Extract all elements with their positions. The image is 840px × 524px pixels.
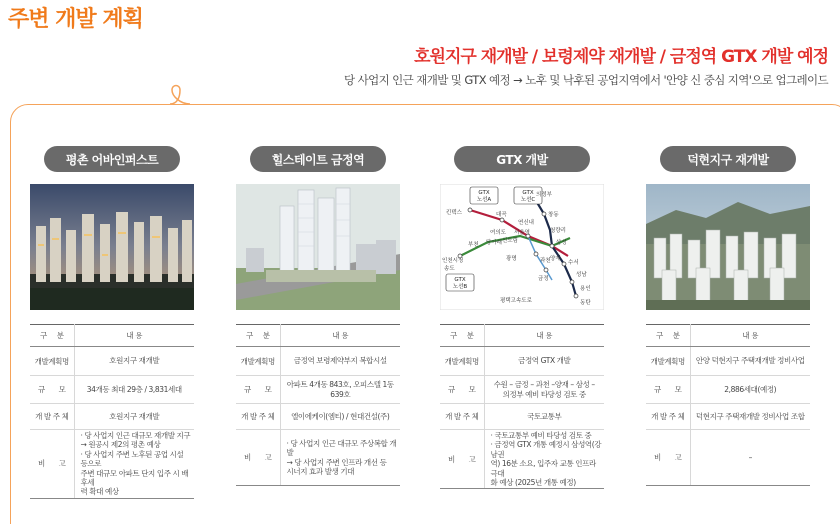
row-value: 덕현지구 주택재개발 정비사업 조합 [690,404,810,430]
row-value: 호원지구 재개발 [74,347,194,376]
row-label: 비 고 [236,430,280,486]
row-value: · 당 사업지 인근 대규모 재개발 지구 → 원공시 제2의 평촌 예상 · 당 사업지 주변 노후된 공업 시설 등으로 주변 대규모 아파트 단지 입주 시 배후세 력 확대 예상 [74,430,194,499]
row-label: 개 발 주 체 [236,404,280,430]
row-label: 개 발 주 체 [440,404,484,430]
station-label: 킨텍스 [446,210,462,216]
station-label: 양재 [550,256,561,262]
row-value: · 당 사업지 인근 대규모 주상복합 개발 → 당 사업지 주변 인프라 개선 등 시너지 효과 발생 기대 [280,430,400,486]
row-label: 개발계획명 [440,347,484,376]
header-label: 구 분 [245,331,270,340]
station-label: 용인 [580,286,591,292]
station-label: 송도 [444,266,455,272]
map-legend-b [446,274,474,291]
row-value: 안양 덕현지구 주택재개발 정비사업 [690,347,810,376]
header-value: 내 용 [74,325,194,347]
station-label: 평택고속도로 [500,298,532,304]
header-label: 구 분 [449,331,474,340]
card-title: 평촌 어바인퍼스트 [44,146,180,172]
station-label: 여의도 [490,230,506,236]
station-label: 성남 [576,272,587,278]
header-value: 내 용 [280,325,400,347]
render-photo [236,184,400,310]
row-value: 엘이에케이(엠티) / 현대건설(주) [280,404,400,430]
row-label: 규 모 [646,376,690,404]
station-label: 서울역 [514,230,530,236]
station-label: 의정부 [536,192,552,198]
frame-knot-ornament [168,82,192,112]
station-label: 당아래 [486,240,502,246]
card-title: 덕현지구 재개발 [660,146,796,172]
project-card-2 [236,146,400,486]
project-table [30,324,194,499]
map-label-line-c: GTX [522,190,534,196]
row-label: 규 모 [236,376,280,404]
row-value: 34개동 최대 29층 / 3,831세대 [74,376,194,404]
station-label: 금정 [538,276,549,282]
project-card-1 [30,146,194,499]
project-table [236,324,400,486]
row-label: 개발계획명 [646,347,690,376]
station-label: 광명 [506,256,517,262]
row-label: 비 고 [30,430,74,499]
station-label: 수서 [568,260,579,266]
map-label-line-a-sub: 노선A [476,197,492,203]
row-value: 아파트 4개동 843호, 오피스텔 1동 639호 [280,376,400,404]
station-label: 과천 [540,258,551,264]
header-value: 내 용 [690,325,810,347]
project-table [440,324,604,489]
station-label: 부천 [468,242,479,248]
station-label: 삼성 [556,240,567,246]
row-label: 개발계획명 [236,347,280,376]
station-label: 연신내 [518,220,534,226]
row-value: 국토교통부 [484,404,604,430]
row-value: 2,886세대(예정) [690,376,810,404]
station-label: 신도림 [502,238,518,244]
render-photo [646,184,810,310]
project-card-3 [440,146,604,489]
map-label-line-c-sub: 노선C [520,197,536,203]
station-label: 인천시청 [442,258,464,264]
row-label: 비 고 [440,430,484,489]
card-title: 힐스테이트 금정역 [250,146,386,172]
row-label: 비 고 [646,430,690,486]
headline: 호원지구 재개발 / 보령제약 재개발 / 금정역 GTX 개발 예정 [414,47,828,67]
render-photo [30,184,194,310]
page-title: 주변 개발 계획 [8,7,143,32]
subline: 당 사업지 인근 재개발 및 GTX 예정 → 노후 및 낙후된 공업지역에서 '안양 신 중심 지역'으로 업그레이드 [344,73,828,87]
row-label: 개 발 주 체 [30,404,74,430]
map-label-line-b: GTX [454,277,466,283]
row-value: 호원지구 재개발 [74,404,194,430]
row-label: 규 모 [30,376,74,404]
project-table [646,324,810,486]
station-label: 청량리 [550,228,566,234]
row-value: 금정역 GTX 개발 [484,347,604,376]
map-label-line-a: GTX [478,190,490,196]
header-label: 구 분 [39,331,64,340]
row-value: 수원 – 금정 – 과천 –양재 – 삼성 – 의정부 예비 타당성 검토 중 [484,376,604,404]
station-label: 창동 [548,212,559,218]
row-value: · 국토교통부 예비 타당성 검토 중 · 금정역 GTX 개통 예정시 삼성역(강남권 역) 16분 소요, 입주자 교통 인프라 극대 화 예상 (2025년 개통 예정) [484,430,604,489]
station-label: 대곡 [496,212,507,218]
map-legend-a [470,187,498,204]
project-card-4 [646,146,810,486]
header-value: 내 용 [484,325,604,347]
station-label: 동탄 [580,300,591,306]
map-label-line-b-sub: 노선B [452,284,468,290]
row-value: 금정역 보령제약부지 복합시설 [280,347,400,376]
card-title: GTX 개발 [454,146,590,172]
row-label: 규 모 [440,376,484,404]
row-label: 개발계획명 [30,347,74,376]
row-label: 개 발 주 체 [646,404,690,430]
gtx-route-map [440,184,604,310]
header-label: 구 분 [655,331,680,340]
row-value: – [690,430,810,486]
